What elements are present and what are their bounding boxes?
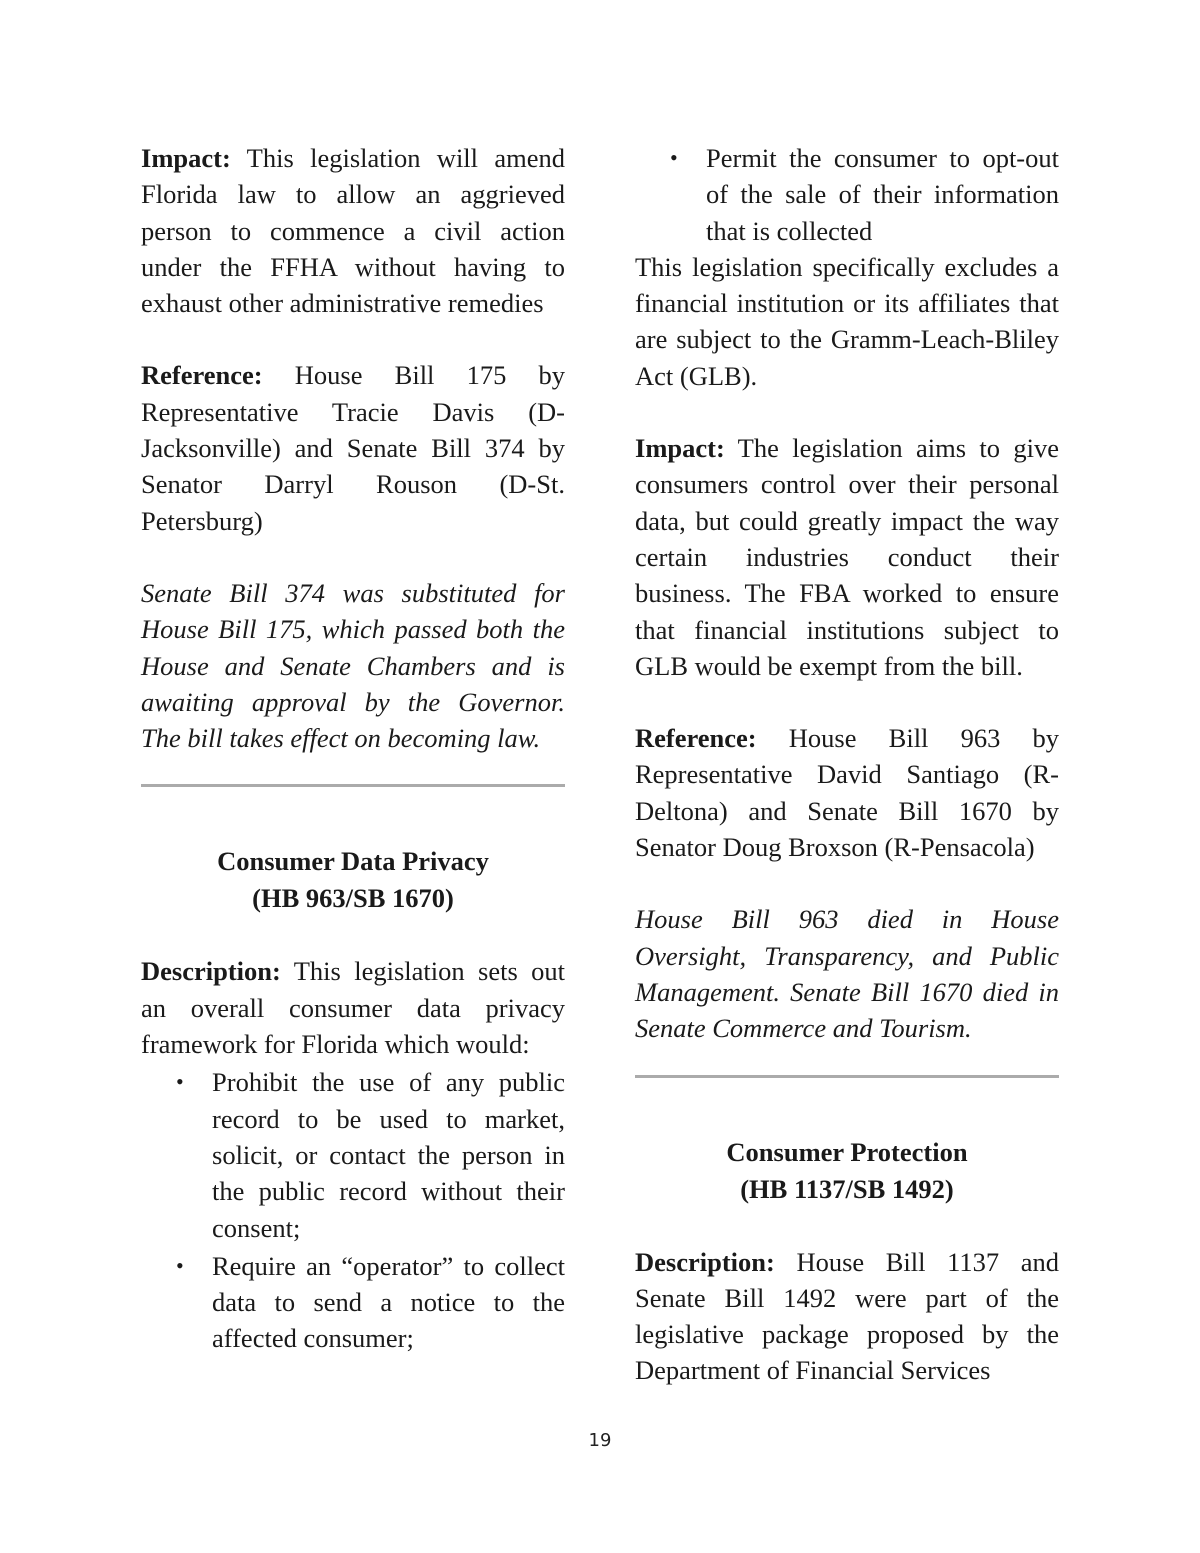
description-label: Description: (141, 956, 281, 987)
right-column (635, 140, 1059, 1389)
impact-label: Impact: (635, 433, 725, 464)
list-item (141, 1064, 565, 1245)
bullet-icon: • (176, 1069, 184, 1095)
reference-label: Reference: (635, 723, 757, 754)
bullet-list (141, 1064, 565, 1356)
list-item (635, 140, 1059, 249)
impact-label: Impact: (141, 143, 231, 173)
description-text: This legislation sets out an overall consumer data privacy framework for Florida which would: (141, 956, 565, 1060)
description-paragraph (141, 953, 565, 1062)
reference-paragraph (635, 720, 1059, 865)
list-item-text: Permit the consumer to opt-out of the sale of their information that is collected (706, 143, 1059, 246)
description-text: House Bill 1137 and Senate Bill 1492 were part of the legislative package proposed by the Department of Financial Services (635, 1246, 1059, 1386)
left-column (141, 140, 565, 1357)
impact-paragraph (141, 140, 565, 321)
page-number: 19 (588, 1430, 612, 1451)
bullet-icon: • (670, 145, 678, 170)
reference-text: House Bill 175 by Representative Tracie Davis (D-Jacksonville) and Senate Bill 374 by Senator Darryl Rouson (D-St. Petersburg) (141, 360, 565, 536)
section-subtitle: (HB 963/SB 1670) (252, 883, 454, 914)
status-paragraph: House Bill 963 died in House Oversight, Transparency, and Public Management. Senate Bill 1670 died in Senate Commerce and Tourism. (635, 904, 1059, 1044)
list-item (141, 1248, 565, 1357)
section-title: Consumer Protection (726, 1136, 968, 1167)
reference-label: Reference: (141, 360, 263, 391)
bullet-list (635, 140, 1059, 249)
list-item-text: Require an “operator” to collect data to send a notice to the affected consumer; (212, 1250, 565, 1354)
impact-paragraph (635, 430, 1059, 684)
reference-paragraph (141, 357, 565, 538)
bullet-icon: • (176, 1252, 184, 1278)
description-label: Description: (635, 1246, 775, 1277)
reference-text: House Bill 963 by Representative David Santiago (R-Deltona) and Senate Bill 1670 by Senator Doug Broxson (R-Pensacola) (635, 723, 1059, 863)
exclusion-paragraph: This legislation specifically excludes a financial institution or its affiliates that are subject to the Gramm-Leach-Bliley Act (GLB). (635, 251, 1059, 391)
status-paragraph: Senate Bill 374 was substituted for House Bill 175, which passed both the House and Senate Chambers and is awaiting approval by the Governor. The bill takes effect on becoming law. (141, 577, 565, 754)
section-subtitle: (HB 1137/SB 1492) (740, 1173, 954, 1204)
impact-text: The legislation aims to give consumers control over their personal data, but could greatly impact the way certain industries conduct their business. The FBA worked to ensure that financial institutions subject to GLB would be exempt from the bill. (635, 433, 1059, 681)
impact-text: This legislation will amend Florida law to allow an aggrieved person to commence a civil action under the FFHA without having to exhaust other administrative remedies (141, 143, 565, 319)
list-item-text: Prohibit the use of any public record to be used to market, solicit, or contact the person in the public record without their consent; (212, 1067, 565, 1243)
description-paragraph (635, 1244, 1059, 1389)
section-title: Consumer Data Privacy (217, 846, 489, 877)
